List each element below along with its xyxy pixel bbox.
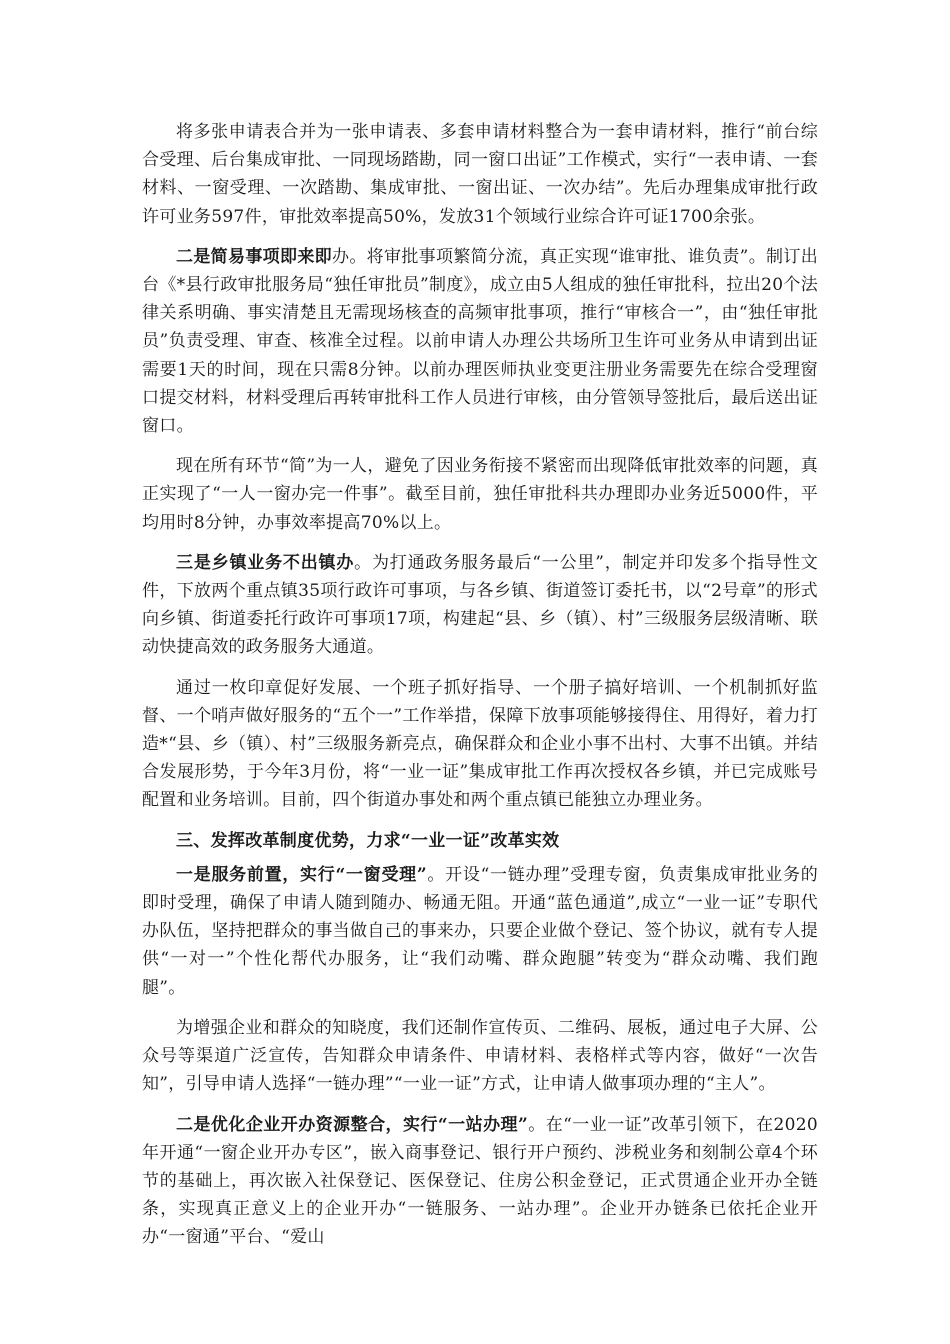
paragraph-text: 。开设“一链办理”受理专窗，负责集成审批业务的即时受理，确保了申请人随到随办、畅通无阻。开通“蓝色通道”,成立“一业一证”专职代办队伍，坚持把群众的事当做自己的事来办，只要企业做个登记、签个协议，就有专人提供“一对一”个性化帮代办服务，让“我们动嘴、群众跑腿”转变为“群众动嘴、我们跑腿”。 xyxy=(142,864,818,998)
paragraph-text: 现在所有环节“简”为一人，避免了因业务衔接不紧密而出现降低审批效率的问题，真正实现了“一人一窗办完一件事”。截至目前，独任审批科共办理即办业务近5000件，平均用时8分钟，办事效率提高70%以上。 xyxy=(142,456,818,533)
paragraph-service-front xyxy=(142,861,818,1002)
paragraph-simple-matters xyxy=(142,243,818,440)
paragraph-text: 通过一枚印章促好发展、一个班子抓好指导、一个册子搞好培训、一个机制抓好监督、一个哨声做好服务的“五个一”工作举措，保障下放事项能够接得住、用得好，着力打造*“县、乡（镇）、村”三级服务新亮点，确保群众和企业小事不出村、大事不出镇。并结合发展形势，于今年3月份，将“一业一证”集成审批工作再次授权各乡镇，并已完成账号配置和业务培训。目前，四个街道办事处和两个重点镇已能独立办理业务。 xyxy=(142,677,818,811)
paragraph-lead: 二是优化企业开办资源整合，实行“一站办理” xyxy=(176,1114,529,1135)
paragraph-text: 将多张申请表合并为一张申请表、多套申请材料整合为一套申请材料，推行“前台综合受理、后台集成审批、一同现场踏勘，同一窗口出证”工作模式，实行“一表申请、一套材料、一窗受理、一次踏勘、集成审批、一窗出证、一次办结”。先后办理集成审批行政许可业务597件，审批效率提高50%，发放31个领域行业综合许可证1700余张。 xyxy=(142,122,818,227)
paragraph-text: 。为打通政务服务最后“一公里”，制定并印发多个指导性文件，下放两个重点镇35项行政许可事项，与各乡镇、街道签订委托书，以“2号章”的形式向乡镇、街道委托行政许可事项17项，构建起“县、乡（镇）、村”三级服务层级清晰、联动快捷高效的政务服务大通道。 xyxy=(142,552,819,658)
paragraph-one-stop xyxy=(142,1111,818,1252)
section-heading: 三、发挥改革制度优势，力求“一业一证”改革实效 xyxy=(176,830,560,851)
paragraph-lead: 一是服务前置，实行“一窗受理” xyxy=(176,864,427,885)
paragraph-text: 为增强企业和群众的知晓度，我们还制作宣传页、二维码、展板，通过电子大屏、公众号等渠道广泛宣传，告知群众申请条件、申请材料、表格样式等内容，做好“一次告知”，引导申请人选择“一链办理”“一业一证”方式，让申请人做事项办理的“主人”。 xyxy=(142,1017,818,1095)
paragraph-text: 。在“一业一证”改革引领下，在2020年开通“一窗企业开办专区”，嵌入商事登记、银行开户预约、涉税业务和刻制公章4个环节的基础上，再次嵌入社保登记、医保登记、住房公积金登记，正式贯通企业开办全链条，实现真正意义上的企业开办“一链服务、一站办理”。企业开办链条已依托企业开办“一窗通”平台、“爱山 xyxy=(142,1114,818,1248)
paragraph-one-person xyxy=(142,452,818,537)
document-page xyxy=(142,118,818,1264)
paragraph-lead: 三是乡镇业务不出镇办 xyxy=(176,552,355,573)
paragraph-lead: 二是简易事项即来即 xyxy=(176,246,332,267)
paragraph-five-ones xyxy=(142,674,818,815)
paragraph-township xyxy=(142,549,818,662)
paragraph-text: 办。将审批事项繁简分流，真正实现“谁审批、谁负责”。制订出台《*县行政审批服务局“独任审批员”制度》，成立由5人组成的独任审批科，拉出20个法律关系明确、事实清楚且无需现场核查的高频审批事项，推行“审核合一”，由“独任审批员”负责受理、审查、核准全过程。以前申请人办理公共场所卫生许可业务从申请到出证需要1天的时间，现在只需8分钟。以前办理医师执业变更注册业务需要先在综合受理窗口提交材料，材料受理后再转审批科工作人员进行审核，由分管领导签批后，最后送出证窗口。 xyxy=(142,246,818,437)
paragraph-integrated-approval xyxy=(142,118,818,231)
paragraph-awareness xyxy=(142,1014,818,1099)
